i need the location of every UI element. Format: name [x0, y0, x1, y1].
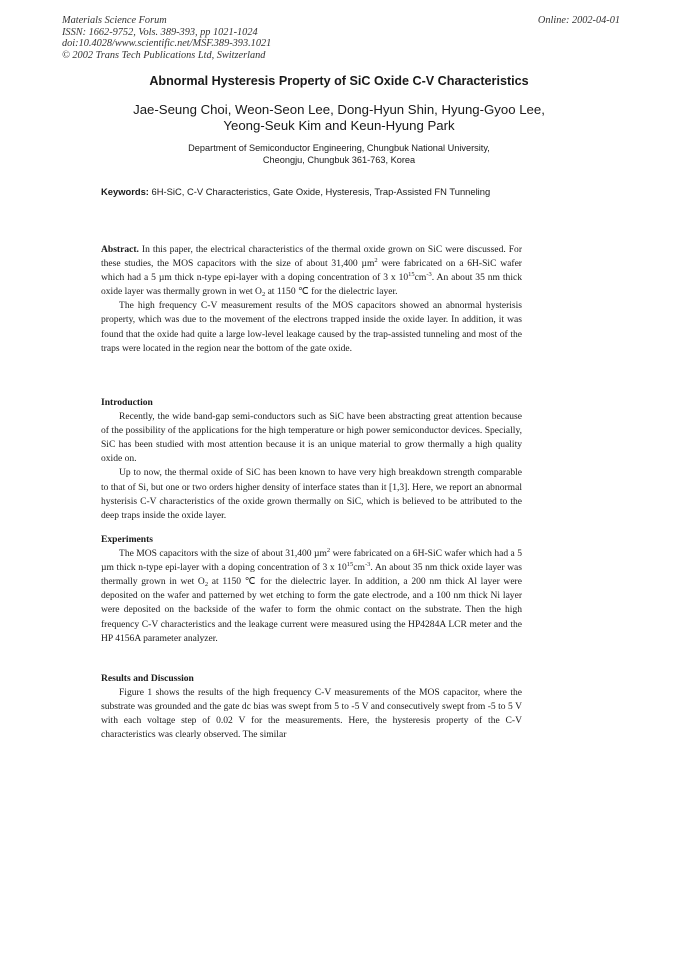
- introduction-paragraph-1: Recently, the wide band-gap semi-conductors such as SiC have been abstracting great attention because of the possibility of the applications for the high temperature or high power semiconductor devices. Specially, SiC has been studied with most attention because it is an unique material to grow thermally a high quality oxide on.: [101, 411, 522, 465]
- introduction-heading: Introduction: [101, 397, 153, 408]
- abstract-text-e: at 1150 ℃ for the dielectric layer.: [265, 286, 398, 298]
- abstract-paragraph-1: [101, 243, 522, 299]
- experiments-paragraph-1: [101, 547, 522, 646]
- results-paragraph-1: Figure 1 shows the results of the high frequency C-V measurements of the MOS capacitor, where the substrate was grounded and the gate dc bias was swept from 5 to -5 V and consecutively swept from -5 to 5 V with each voltage step of 0.02 V for the measurements. Here, the hysteresis property of the C-V characteristics was clearly observed. The similar: [101, 687, 522, 741]
- experiments-text-c: cm: [353, 562, 365, 574]
- experiments-sub-1: 2: [204, 581, 209, 589]
- abstract-paragraph-2: The high frequency C-V measurement results of the MOS capacitors showed an abnormal hysterisis property, which was due to the movement of the electrons trapped inside the oxide layer. In addition, it was found that the oxide had quite a large low-level leakage caused by the trap-assisted tunneling and most of the traps were located in the region near the bottom of the gate oxide.: [101, 300, 522, 354]
- abstract-section: [101, 243, 522, 356]
- journal-name: Materials Science Forum: [62, 15, 167, 26]
- abstract-sup-1: 2: [374, 257, 378, 265]
- online-date: Online: 2002-04-01: [537, 15, 620, 26]
- keywords-list: 6H-SiC, C-V Characteristics, Gate Oxide, Hysteresis, Trap-Assisted FN Tunneling: [151, 186, 491, 197]
- experiments-sup-1: 2: [326, 547, 331, 555]
- doi-line: doi:10.4028/www.scientific.net/MSF.389-393.1021: [62, 38, 272, 50]
- experiments-text-d: . An about 35 nm thick oxide layer was thermally grown in wet O: [101, 562, 522, 588]
- experiments-text-a: The MOS capacitors with the size of about 31,400 µm: [119, 548, 327, 560]
- keywords-label: Keywords:: [101, 186, 149, 197]
- experiments-section: [101, 533, 522, 646]
- abstract-sub-1: 2: [261, 291, 266, 299]
- abstract-text-b: were fabricated on a 6H-SiC wafer which had a 5 µm thick n-type epi-layer with a doping concentration of 3 x 10: [101, 258, 522, 284]
- authors-line-1: Jae-Seung Choi, Weon-Seon Lee, Dong-Hyun Shin, Hyung-Gyoo Lee,: [133, 102, 545, 117]
- experiments-heading: Experiments: [101, 534, 153, 545]
- abstract-text-d: . An about 35 nm thick oxide layer was thermally grown in wet O: [101, 272, 522, 298]
- results-section: [101, 672, 522, 742]
- journal-header: [62, 15, 271, 61]
- affiliation: [0, 143, 678, 166]
- introduction-section: [101, 396, 522, 523]
- issn-line: ISSN: 1662-9752, Vols. 389-393, pp 1021-1024: [62, 26, 258, 38]
- abstract-text-a: In this paper, the electrical characteristics of the thermal oxide grown on SiC were discussed. For these studies, the MOS capacitors with the size of about 31,400 µm: [101, 244, 522, 270]
- copyright-line: © 2002 Trans Tech Publications Ltd, Switzerland: [62, 49, 266, 61]
- abstract-sup-2: 15: [408, 271, 415, 279]
- authors-line-2: Yeong-Seuk Kim and Keun-Hyung Park: [223, 118, 455, 133]
- abstract-label: Abstract.: [101, 244, 139, 255]
- introduction-paragraph-2: Up to now, the thermal oxide of SiC has been known to have very high breakdown strength comparable to that of Si, but one or two orders higher density of interface states than it [1,3]. Here, we report an abnormal hysterisis C-V characteristics of the oxide grown thermally on SiC, which is believed to be attributed to the deep traps inside the oxide layer.: [101, 467, 522, 521]
- experiments-text-b: were fabricated on a 6H-SiC wafer which had a 5 µm thick n-type epi-layer with a doping concentration of 3 x 10: [101, 548, 522, 574]
- affiliation-line-2: Cheongju, Chungbuk 361-763, Korea: [262, 154, 416, 165]
- paper-title: Abnormal Hysteresis Property of SiC Oxide C-V Characteristics: [149, 74, 529, 88]
- affiliation-line-1: Department of Semiconductor Engineering, Chungbuk National University,: [188, 143, 490, 153]
- keywords: [101, 186, 581, 197]
- experiments-text-e: at 1150 ℃ for the dielectric layer. In addition, a 200 nm thick Al layer were deposited on the wafer and patterned by wet etching to form the gate electrode, and a 100 nm thick Ni layer were deposited on the backside of the wafer to form the ohmic contact on the substrate. Then the high frequency C-V characteristics and the leakage current were measured using the HP4284A LCR meter and the HP 4156A parameter analyzer.: [101, 576, 522, 644]
- results-heading: Results and Discussion: [101, 673, 194, 684]
- abstract-text-c: cm: [414, 272, 427, 284]
- author-list: [0, 102, 678, 134]
- abstract-sup-3: -3: [426, 271, 432, 279]
- experiments-sup-3: -3: [364, 561, 371, 569]
- experiments-sup-2: 15: [346, 561, 354, 569]
